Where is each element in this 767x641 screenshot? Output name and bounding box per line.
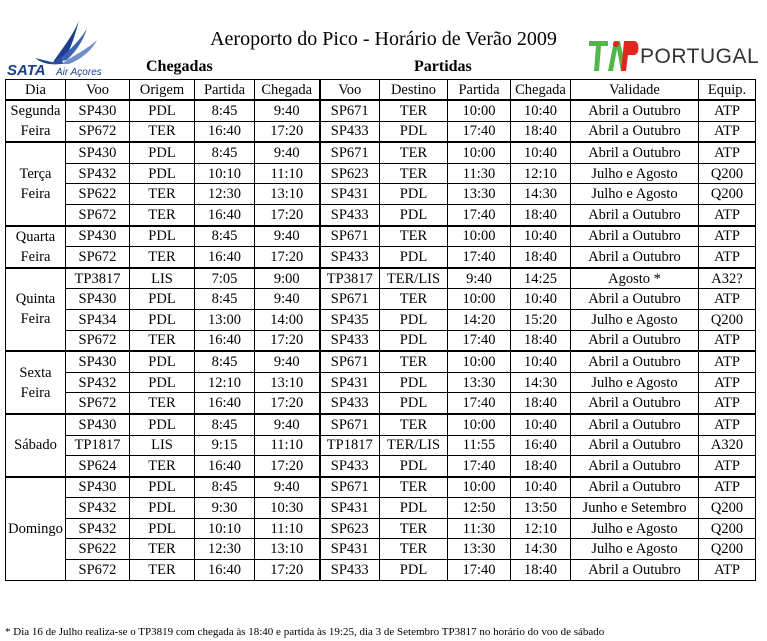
table-cell: SP671 (320, 142, 380, 163)
table-cell: SP672 (66, 247, 130, 268)
table-row (6, 393, 756, 414)
tap-mark-icon (588, 37, 640, 77)
table-cell: 8:45 (195, 100, 255, 121)
day-cell (6, 268, 66, 351)
table-cell: TER (130, 560, 195, 581)
table-row (6, 121, 756, 142)
table-cell: PDL (130, 100, 195, 121)
table-cell: ATP (699, 247, 756, 268)
table-cell: Q200 (699, 518, 756, 539)
table-cell: 10:00 (448, 142, 511, 163)
table-row (6, 204, 756, 225)
table-cell: Abril a Outubro (571, 560, 699, 581)
table-cell: Julho e Agosto (571, 184, 699, 205)
table-cell: TER (380, 477, 448, 498)
table-cell: SP435 (320, 309, 380, 330)
table-cell: 10:10 (195, 518, 255, 539)
table-row (6, 163, 756, 184)
table-cell: SP430 (66, 142, 130, 163)
table-cell: PDL (380, 560, 448, 581)
table-cell: SP671 (320, 414, 380, 435)
table-cell: 17:40 (448, 560, 511, 581)
day-cell (6, 414, 66, 477)
day-label: Feira (20, 185, 51, 202)
table-cell: 8:45 (195, 414, 255, 435)
table-cell: LIS (130, 268, 195, 289)
table-row (6, 498, 756, 519)
table-cell: PDL (380, 309, 448, 330)
table-cell: 18:40 (511, 393, 571, 414)
table-cell: 10:00 (448, 289, 511, 310)
table-cell: SP433 (320, 456, 380, 477)
table-cell: 14:30 (511, 184, 571, 205)
table-cell: 7:05 (195, 268, 255, 289)
table-cell: ATP (699, 330, 756, 351)
table-cell: 13:30 (448, 539, 511, 560)
table-cell: PDL (380, 393, 448, 414)
column-header: Partida (448, 80, 511, 101)
table-row (6, 372, 756, 393)
sata-logo (5, 18, 125, 78)
table-cell: SP432 (66, 372, 130, 393)
table-cell: ATP (699, 226, 756, 247)
table-cell: TER (130, 393, 195, 414)
column-header: Destino (380, 80, 448, 101)
table-cell: 16:40 (195, 456, 255, 477)
table-cell: SP622 (66, 539, 130, 560)
table-cell: Abril a Outubro (571, 204, 699, 225)
table-cell: TER (380, 226, 448, 247)
table-cell: SP430 (66, 351, 130, 372)
table-cell: 12:30 (195, 184, 255, 205)
table-cell: SP433 (320, 121, 380, 142)
table-cell: 16:40 (195, 247, 255, 268)
table-cell: 11:30 (448, 163, 511, 184)
column-header: Chegada (511, 80, 571, 101)
table-cell: 9:40 (255, 226, 320, 247)
table-cell: TER (380, 414, 448, 435)
table-cell: Abril a Outubro (571, 393, 699, 414)
table-cell: TP3817 (66, 268, 130, 289)
table-cell: 16:40 (195, 560, 255, 581)
day-cell (6, 351, 66, 414)
table-cell: 10:10 (195, 163, 255, 184)
table-cell: 17:40 (448, 330, 511, 351)
table-cell: Abril a Outubro (571, 121, 699, 142)
table-cell: TP1817 (66, 435, 130, 456)
table-cell: 10:00 (448, 414, 511, 435)
table-cell: 10:40 (511, 100, 571, 121)
table-cell: ATP (699, 100, 756, 121)
day-cell (6, 226, 66, 268)
table-cell: 10:40 (511, 226, 571, 247)
table-cell: PDL (130, 477, 195, 498)
table-cell: TER (380, 163, 448, 184)
table-cell: 10:40 (511, 351, 571, 372)
table-cell: SP671 (320, 289, 380, 310)
table-cell: SP431 (320, 498, 380, 519)
table-cell: 16:40 (511, 435, 571, 456)
table-cell: 9:40 (255, 100, 320, 121)
table-cell: SP624 (66, 456, 130, 477)
table-cell: TER (380, 289, 448, 310)
table-cell: 17:20 (255, 330, 320, 351)
table-cell: Q200 (699, 498, 756, 519)
table-cell: SP672 (66, 560, 130, 581)
tap-logo-word: PORTUGAL (640, 45, 760, 68)
table-cell: 10:40 (511, 477, 571, 498)
table-cell: Abril a Outubro (571, 414, 699, 435)
table-row (6, 351, 756, 372)
table-cell: Abril a Outubro (571, 100, 699, 121)
table-cell: 17:20 (255, 121, 320, 142)
table-row (6, 414, 756, 435)
table-cell: PDL (130, 309, 195, 330)
day-cell (6, 100, 66, 142)
table-cell: TER (130, 121, 195, 142)
table-cell: 13:30 (448, 184, 511, 205)
day-label: Feira (20, 123, 51, 140)
table-cell: 9:40 (255, 414, 320, 435)
table-cell: Abril a Outubro (571, 289, 699, 310)
table-row (6, 268, 756, 289)
table-cell: 17:20 (255, 247, 320, 268)
table-row (6, 456, 756, 477)
table-cell: 18:40 (511, 121, 571, 142)
table-cell: Q200 (699, 539, 756, 560)
table-cell: 18:40 (511, 247, 571, 268)
table-cell: TP1817 (320, 435, 380, 456)
table-cell: 14:00 (255, 309, 320, 330)
table-cell: 9:40 (255, 142, 320, 163)
table-cell: 9:40 (255, 289, 320, 310)
table-cell: 11:30 (448, 518, 511, 539)
table-cell: TER (380, 100, 448, 121)
table-cell: 16:40 (195, 330, 255, 351)
sata-logo-sub: Air Açores (56, 67, 102, 78)
table-cell: SP671 (320, 226, 380, 247)
table-cell: PDL (130, 142, 195, 163)
table-cell: 9:00 (255, 268, 320, 289)
table-cell: ATP (699, 142, 756, 163)
table-cell: PDL (380, 247, 448, 268)
table-cell: SP433 (320, 330, 380, 351)
table-row (6, 247, 756, 268)
table-cell: PDL (380, 330, 448, 351)
table-cell: ATP (699, 351, 756, 372)
table-cell: PDL (130, 289, 195, 310)
table-row (6, 289, 756, 310)
table-cell: 14:30 (511, 372, 571, 393)
table-cell: TER (380, 539, 448, 560)
table-cell: TER (130, 539, 195, 560)
column-header: Validade (571, 80, 699, 101)
table-cell: 18:40 (511, 560, 571, 581)
table-cell: 12:10 (511, 163, 571, 184)
table-cell: Julho e Agosto (571, 372, 699, 393)
table-cell: Abril a Outubro (571, 247, 699, 268)
table-cell: SP623 (320, 518, 380, 539)
table-cell: PDL (130, 414, 195, 435)
table-cell: Agosto * (571, 268, 699, 289)
table-cell: Q200 (699, 163, 756, 184)
table-row (6, 100, 756, 121)
table-cell: TP3817 (320, 268, 380, 289)
departures-heading: Partidas (414, 58, 472, 75)
table-cell: PDL (130, 163, 195, 184)
table-cell: Abril a Outubro (571, 142, 699, 163)
table-row (6, 142, 756, 163)
table-cell: PDL (130, 518, 195, 539)
table-row (6, 477, 756, 498)
table-cell: PDL (130, 351, 195, 372)
table-cell: 13:00 (195, 309, 255, 330)
table-cell: 13:50 (511, 498, 571, 519)
table-cell: 13:10 (255, 539, 320, 560)
table-cell: 17:20 (255, 560, 320, 581)
table-cell: Abril a Outubro (571, 477, 699, 498)
table-cell: TER (380, 351, 448, 372)
table-cell: 10:00 (448, 477, 511, 498)
table-cell: 17:40 (448, 204, 511, 225)
day-label: Quinta (15, 291, 56, 308)
column-header: Chegada (255, 80, 320, 101)
table-cell: 17:40 (448, 247, 511, 268)
table-cell: SP430 (66, 414, 130, 435)
table-cell: 10:00 (448, 226, 511, 247)
table-cell: 12:50 (448, 498, 511, 519)
table-row (6, 330, 756, 351)
table-row (6, 309, 756, 330)
arrivals-heading: Chegadas (146, 58, 213, 75)
table-row (6, 226, 756, 247)
table-cell: TER (130, 330, 195, 351)
page-title: Aeroporto do Pico - Horário de Verão 2009 (210, 28, 557, 50)
table-cell: SP622 (66, 184, 130, 205)
table-row (6, 560, 756, 581)
table-cell: SP433 (320, 247, 380, 268)
table-cell: SP672 (66, 330, 130, 351)
table-cell: SP430 (66, 477, 130, 498)
table-cell: ATP (699, 414, 756, 435)
table-cell: SP430 (66, 226, 130, 247)
table-cell: PDL (380, 184, 448, 205)
table-cell: PDL (380, 498, 448, 519)
footnote: * Dia 16 de Julho realiza-se o TP3819 com chegada às 18:40 e partida às 19:25, dia 3 de Setembro TP3817 no horário do voo de sábado (5, 626, 605, 638)
table-cell: Abril a Outubro (571, 435, 699, 456)
table-cell: 17:40 (448, 121, 511, 142)
day-label: Feira (20, 248, 51, 265)
table-cell: 13:10 (255, 184, 320, 205)
table-cell: Abril a Outubro (571, 330, 699, 351)
table-cell: Abril a Outubro (571, 456, 699, 477)
table-cell: SP433 (320, 560, 380, 581)
table-cell: ATP (699, 456, 756, 477)
table-cell: 10:30 (255, 498, 320, 519)
table-cell: 12:30 (195, 539, 255, 560)
table-cell: 16:40 (195, 121, 255, 142)
table-cell: 11:55 (448, 435, 511, 456)
table-cell: 17:40 (448, 393, 511, 414)
table-cell: ATP (699, 121, 756, 142)
day-label: Feira (20, 311, 51, 328)
day-label: Sábado (14, 437, 57, 454)
table-cell: Julho e Agosto (571, 539, 699, 560)
day-label: Quarta (15, 228, 56, 245)
table-cell: SP431 (320, 372, 380, 393)
table-cell: 8:45 (195, 477, 255, 498)
table-cell: A320 (699, 435, 756, 456)
table-cell: SP431 (320, 184, 380, 205)
table-cell: 8:45 (195, 351, 255, 372)
table-cell: Abril a Outubro (571, 226, 699, 247)
table-cell: 9:15 (195, 435, 255, 456)
table-cell: 13:10 (255, 372, 320, 393)
column-header: Equip. (699, 80, 756, 101)
table-cell: SP671 (320, 351, 380, 372)
table-cell: ATP (699, 372, 756, 393)
table-cell: TER (130, 456, 195, 477)
header-row (6, 80, 756, 101)
table-cell: 12:10 (195, 372, 255, 393)
table-cell: 17:20 (255, 456, 320, 477)
table-cell: 18:40 (511, 330, 571, 351)
table-cell: 12:10 (511, 518, 571, 539)
table-cell: SP434 (66, 309, 130, 330)
table-cell: SP432 (66, 518, 130, 539)
table-cell: 18:40 (511, 456, 571, 477)
day-label: Feira (20, 384, 51, 401)
table-cell: Q200 (699, 184, 756, 205)
table-cell: 10:40 (511, 142, 571, 163)
column-header: Voo (320, 80, 380, 101)
table-cell: SP672 (66, 204, 130, 225)
table-cell: TER (130, 184, 195, 205)
table-cell: SP672 (66, 393, 130, 414)
table-cell: ATP (699, 204, 756, 225)
table-cell: SP671 (320, 477, 380, 498)
table-cell: ATP (699, 477, 756, 498)
table-cell: Abril a Outubro (571, 351, 699, 372)
table-row (6, 518, 756, 539)
table-cell: 11:10 (255, 163, 320, 184)
day-label: Sexta (19, 364, 52, 381)
table-cell: SP432 (66, 498, 130, 519)
table-cell: 9:40 (448, 268, 511, 289)
table-cell: Julho e Agosto (571, 518, 699, 539)
table-cell: PDL (130, 498, 195, 519)
table-cell: 10:00 (448, 351, 511, 372)
table-cell: ATP (699, 289, 756, 310)
table-cell: 9:40 (255, 351, 320, 372)
day-cell (6, 142, 66, 225)
day-label: Terça (19, 165, 52, 182)
table-cell: PDL (130, 372, 195, 393)
table-cell: SP671 (320, 100, 380, 121)
table-cell: ATP (699, 560, 756, 581)
table-cell: 16:40 (195, 204, 255, 225)
table-cell: 9:30 (195, 498, 255, 519)
schedule-table (5, 79, 756, 581)
schedule-body (6, 80, 756, 581)
table-cell: TER (380, 142, 448, 163)
sata-logo-name: SATA (7, 62, 46, 78)
table-cell: TER/LIS (380, 435, 448, 456)
table-cell: Q200 (699, 309, 756, 330)
column-header: Dia (6, 80, 66, 101)
table-cell: Junho e Setembro (571, 498, 699, 519)
table-cell: 14:30 (511, 539, 571, 560)
table-cell: LIS (130, 435, 195, 456)
table-cell: 18:40 (511, 204, 571, 225)
column-header: Voo (66, 80, 130, 101)
tap-mark-text: TAP (588, 37, 590, 38)
table-cell: TER (130, 247, 195, 268)
table-cell: 17:20 (255, 393, 320, 414)
table-cell: 17:20 (255, 204, 320, 225)
table-cell: SP672 (66, 121, 130, 142)
table-row (6, 184, 756, 205)
table-cell: 8:45 (195, 142, 255, 163)
table-row (6, 539, 756, 560)
table-cell: PDL (380, 121, 448, 142)
table-cell: 14:20 (448, 309, 511, 330)
table-cell: PDL (380, 456, 448, 477)
table-cell: 10:00 (448, 100, 511, 121)
table-cell: SP433 (320, 204, 380, 225)
table-cell: 15:20 (511, 309, 571, 330)
table-cell: 9:40 (255, 477, 320, 498)
table-cell: PDL (380, 204, 448, 225)
table-cell: SP623 (320, 163, 380, 184)
table-cell: SP431 (320, 539, 380, 560)
table-cell: ATP (699, 393, 756, 414)
table-cell: 10:40 (511, 414, 571, 435)
table-cell: 13:30 (448, 372, 511, 393)
table-cell: A32? (699, 268, 756, 289)
day-cell (6, 477, 66, 580)
table-cell: SP430 (66, 100, 130, 121)
column-header: Partida (195, 80, 255, 101)
day-label: Domingo (8, 520, 63, 537)
table-cell: TER (380, 518, 448, 539)
table-cell: PDL (130, 226, 195, 247)
table-cell: 11:10 (255, 518, 320, 539)
table-row (6, 435, 756, 456)
table-cell: 17:40 (448, 456, 511, 477)
table-cell: SP432 (66, 163, 130, 184)
sata-bird-icon (5, 18, 125, 78)
table-cell: 10:40 (511, 289, 571, 310)
table-cell: 16:40 (195, 393, 255, 414)
table-cell: 14:25 (511, 268, 571, 289)
column-header: Origem (130, 80, 195, 101)
tap-logo (588, 37, 763, 77)
table-cell: Julho e Agosto (571, 163, 699, 184)
table-cell: SP433 (320, 393, 380, 414)
day-label: Segunda (10, 103, 61, 120)
table-cell: 8:45 (195, 226, 255, 247)
table-cell: SP430 (66, 289, 130, 310)
table-cell: TER (130, 204, 195, 225)
table-cell: Julho e Agosto (571, 309, 699, 330)
table-cell: PDL (380, 372, 448, 393)
table-cell: 11:10 (255, 435, 320, 456)
table-cell: TER/LIS (380, 268, 448, 289)
table-cell: 8:45 (195, 289, 255, 310)
